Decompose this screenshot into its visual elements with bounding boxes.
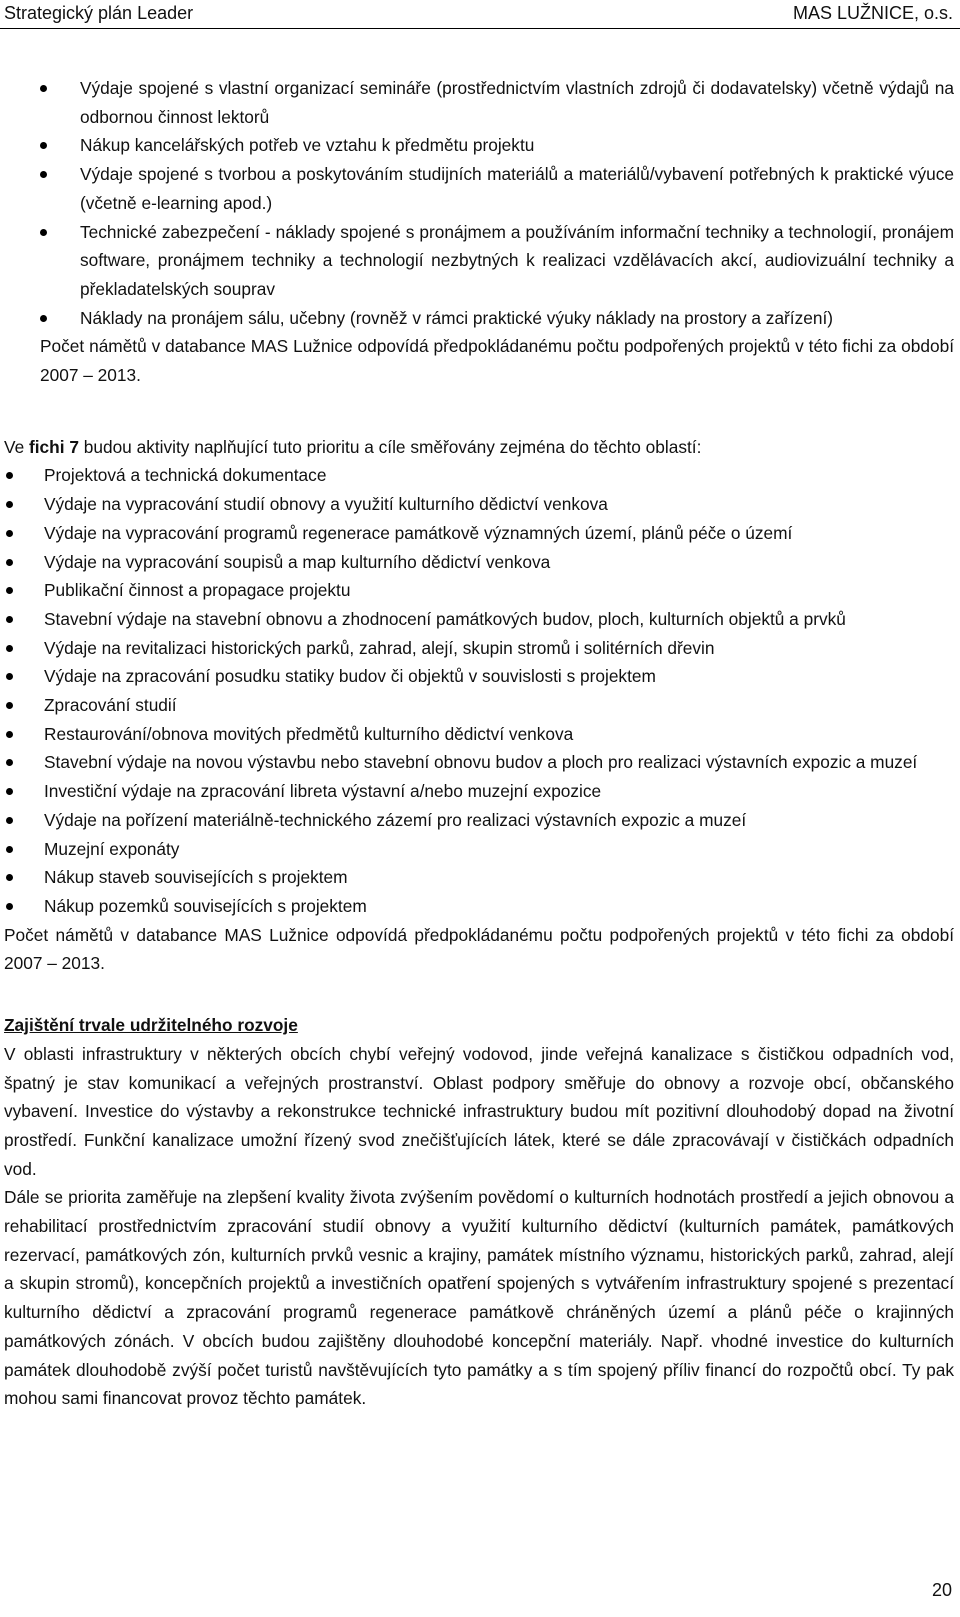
section-heading: Zajištění trvale udržitelného rozvoje bbox=[4, 1015, 298, 1036]
list-item bbox=[4, 863, 954, 892]
fiche-7-section bbox=[4, 433, 954, 978]
list-item-text: Nákup kancelářských potřeb ve vztahu k předmětu projektu bbox=[80, 135, 535, 156]
bullet-icon bbox=[6, 759, 13, 766]
bullet-icon bbox=[40, 315, 47, 322]
list-item-text: Výdaje na pořízení materiálně-technického zázemí pro realizaci výstavních expozic a muzeí bbox=[44, 809, 747, 830]
project-count-note: Počet námětů v databance MAS Lužnice odpovídá předpokládanému počtu podpořených projektů v této fichi za období 2007 – 2013. bbox=[4, 924, 954, 974]
list-item-text: Nákup pozemků souvisejících s projektem bbox=[44, 895, 367, 916]
list-item bbox=[4, 748, 954, 777]
bullet-icon bbox=[40, 85, 47, 92]
bullet-icon bbox=[40, 171, 47, 178]
list-item bbox=[40, 218, 954, 304]
list-item bbox=[4, 777, 954, 806]
bullet-icon bbox=[40, 142, 47, 149]
list-item-text: Náklady na pronájem sálu, učebny (rovněž v rámci praktické výuky náklady na prostory a zařízení) bbox=[80, 307, 834, 328]
bullet-icon bbox=[6, 702, 13, 709]
bullet-icon bbox=[6, 645, 13, 652]
bullet-icon bbox=[6, 616, 13, 623]
bullet-icon bbox=[6, 472, 13, 479]
header-title: Strategický plán Leader bbox=[4, 3, 194, 23]
bullet-icon bbox=[40, 229, 47, 236]
list-item bbox=[40, 304, 954, 333]
cultural-heritage-paragraph: Dále se priorita zaměřuje na zlepšení kvality života zvýšením povědomí o kulturních hodnotách prostředí a jejich obnovou a rehabilitací prostřednictvím zpracování studií obnovy a využití kulturního dědictví (kulturních památek, památkových rezervací, památkových zón, kulturních prvků vesnic a krajiny, památek místního významu, historických parků, zahrad, alejí a skupin stromů), koncepčních projektů a investičních opatření spojených s vytvářením infrastruktury spojené s prezentací kulturního dědictví a zpracování programů regenerace památkově chráněných území a plánů péče o krajinných památkových zónách. V obcích budou zajištěny dlouhodobé koncepční materiály. Např. vhodné investice do kulturních památek dlouhodobě zvýší počet turistů navštěvujících tyto památky a s tím spojený příliv financí do rozpočtů obcí. Ty pak mohou sami financovat provoz těchto památek. bbox=[4, 1187, 954, 1409]
list-item-text: Výdaje na vypracování programů regenerace památkově významných území, plánů péče o území bbox=[44, 522, 793, 543]
list-item-text: Stavební výdaje na novou výstavbu nebo stavební obnovu budov a ploch pro realizaci výstavních expozic a muzeí bbox=[44, 752, 918, 773]
list-item bbox=[4, 892, 954, 921]
list-item-text: Výdaje spojené s tvorbou a poskytováním studijních materiálů a materiálů/vybavení potřebných k praktické výuce (včetně e-learning apod.) bbox=[80, 164, 954, 213]
list-item-text: Stavební výdaje na stavební obnovu a zhodnocení památkových budov, ploch, kulturních objektů a prvků bbox=[44, 608, 846, 629]
bullet-icon bbox=[6, 530, 13, 537]
list-item bbox=[4, 519, 954, 548]
list-item-text: Výdaje na revitalizaci historických parků, zahrad, alejí, skupin stromů i solitérních dřevin bbox=[44, 637, 715, 658]
bullet-icon bbox=[6, 817, 13, 824]
list-item bbox=[4, 662, 954, 691]
list-item bbox=[4, 461, 954, 490]
bullet-icon bbox=[6, 874, 13, 881]
list-item bbox=[4, 806, 954, 835]
list-item bbox=[4, 548, 954, 577]
list-item-text: Technické zabezpečení - náklady spojené s pronájmem a používáním informační techniky a technologií, pronájem software, pronájmem techniky a technologií nezbytných k realizaci vzdělávacích akcí, audiovizuální techniky a překladatelských souprav bbox=[80, 221, 954, 299]
fiche-number: fichi 7 bbox=[29, 436, 79, 457]
expense-section bbox=[4, 74, 954, 390]
list-item bbox=[4, 720, 954, 749]
list-item bbox=[40, 131, 954, 160]
bullet-icon bbox=[6, 846, 13, 853]
list-item-text: Nákup staveb souvisejících s projektem bbox=[44, 867, 348, 888]
infrastructure-paragraph: V oblasti infrastruktury v některých obcích chybí veřejný vodovod, jinde veřejná kanalizace s čističkou odpadních vod, špatný je stav komunikací a veřejných prostranství. Oblast podpory směřuje do obnovy a rozvoje obcí, občanského vybavení. Investice do výstavby a rekonstrukce technické infrastruktury budou mít pozitivní dlouhodobý dopad na životní prostředí. Funkční kanalizace umožní řízený svod znečišťujících látek, které se dále zpracovávají v čističkách odpadních vod. bbox=[4, 1043, 954, 1179]
intro-text: Ve bbox=[4, 436, 29, 457]
bullet-icon bbox=[6, 559, 13, 566]
page-header bbox=[0, 0, 960, 29]
list-item bbox=[4, 605, 954, 634]
list-item-text: Restaurování/obnova movitých předmětů kulturního dědictví venkova bbox=[44, 723, 574, 744]
list-item bbox=[4, 490, 954, 519]
intro-text: budou aktivity naplňující tuto prioritu a cíle směřovány zejména do těchto oblastí: bbox=[78, 436, 702, 457]
fiche-intro bbox=[4, 433, 954, 462]
list-item-text: Výdaje na vypracování studií obnovy a využití kulturního dědictví venkova bbox=[44, 494, 608, 515]
page-number: 20 bbox=[931, 1580, 952, 1600]
header-organization: MAS LUŽNICE, o.s. bbox=[792, 3, 953, 23]
list-item-text: Výdaje na vypracování soupisů a map kulturního dědictví venkova bbox=[44, 551, 551, 572]
bullet-icon bbox=[6, 673, 13, 680]
expense-list bbox=[40, 74, 954, 332]
list-item-text: Publikační činnost a propagace projektu bbox=[44, 580, 351, 601]
bullet-icon bbox=[6, 731, 13, 738]
sustainable-development-section bbox=[4, 1011, 954, 1413]
list-item-text: Investiční výdaje na zpracování libreta výstavní a/nebo muzejní expozice bbox=[44, 781, 602, 802]
list-item-text: Muzejní exponáty bbox=[44, 838, 180, 859]
bullet-icon bbox=[6, 903, 13, 910]
list-item bbox=[4, 576, 954, 605]
list-item bbox=[40, 74, 954, 131]
list-item-text: Výdaje spojené s vlastní organizací semináře (prostřednictvím vlastních zdrojů či dodavatelsky) včetně výdajů na odbornou činnost lektorů bbox=[80, 78, 954, 127]
list-item bbox=[4, 634, 954, 663]
list-item-text: Výdaje na zpracování posudku statiky budov či objektů v souvislosti s projektem bbox=[44, 666, 656, 687]
document-body bbox=[4, 74, 954, 1413]
bullet-icon bbox=[6, 788, 13, 795]
fiche-activity-list bbox=[4, 461, 954, 920]
bullet-icon bbox=[6, 501, 13, 508]
list-item-text: Zpracování studií bbox=[44, 695, 177, 716]
project-count-note: Počet námětů v databance MAS Lužnice odpovídá předpokládanému počtu podpořených projektů v této fichi za období 2007 – 2013. bbox=[40, 336, 954, 386]
list-item bbox=[40, 160, 954, 217]
list-item-text: Projektová a technická dokumentace bbox=[44, 465, 327, 486]
list-item bbox=[4, 691, 954, 720]
bullet-icon bbox=[6, 587, 13, 594]
list-item bbox=[4, 835, 954, 864]
